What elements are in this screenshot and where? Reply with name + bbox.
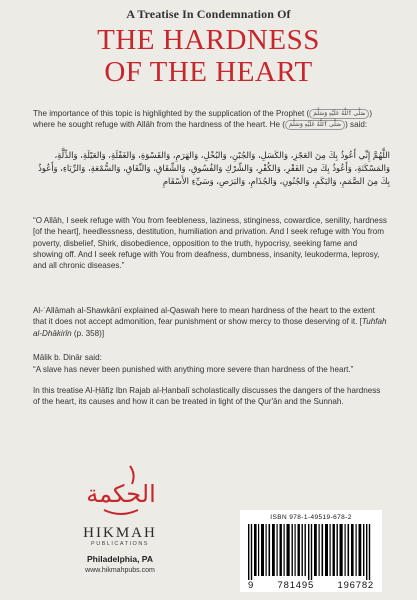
isbn-label: ISBN 978-1-49519-678-2 <box>270 514 352 521</box>
barcode-digit-prefix: 9 <box>248 580 255 591</box>
intro-text-a: The importance of this topic is highlighted by the supplication of the Prophet ( <box>33 109 310 118</box>
arabic-supplication: اللَّهُمَّ إِنِّي أَعُوذُ بِكَ مِنَ العَجْزِ، وَالكَسَلِ، وَالجُبْنِ، وَالبُخْلِ، وَالهَرَمِ، وَالقَسْوَةِ، وَالغَفْلَةِ، وَالعَيْلَةِ، وَالذِّلَّةِ، وَالمَسْكَنَةِ، وَأَعُوذُ بِكَ مِنَ الفَقْرِ، وَالكُفْرِ، وَالشِّرْكِ وَالفُسُوقِ، وَالشِّقَاقِ، وَالنِّفَاقِ، وَالسُّمْعَةِ، وَالرِّيَاءِ، وَأَعُوذُ بِكَ مِنَ الصَّمَمِ، وَالبَكَمِ، وَالجُنُونِ، وَالجُذَامِ، وَالبَرَصِ، وَسَيِّءِ الأَسْقَامِ <box>38 150 390 187</box>
barcode-digit-right: 196782 <box>337 580 374 591</box>
shawkani-text-b: (p. 358)] <box>71 328 105 338</box>
barcode-icon <box>246 524 376 580</box>
honorific-icon: صَلَّى ٱللَّهُ عَلَيْهِ وَسَلَّمَ <box>309 109 369 119</box>
book-subtitle: A Treatise In Condemnation Of <box>126 7 291 21</box>
shawkani-reference: Tuhfah al-Dhākirīn <box>33 317 387 338</box>
barcode-digit-left: 781495 <box>277 580 315 591</box>
logo-arabic-text: الحكمة <box>86 480 156 508</box>
honorific-icon: صَلَّى ٱللَّهُ عَلَيْهِ وَسَلَّمَ <box>285 120 345 130</box>
treatise-summary: In this treatise Al-Ḥāfiẓ Ibn Rajab al-Ḥanbalī scholastically discusses the dangers of the hardness of the heart, its causes and how it can be treated in light of the Qur'ān and the Sunnah. <box>33 386 381 407</box>
intro-text-c: ) said: <box>345 120 368 130</box>
intro-text-b: ) where he sought refuge with Allāh from the hardness of the heart. He ( <box>33 109 373 130</box>
shawkani-paragraph <box>33 305 388 339</box>
publisher-name: HIKMAH <box>83 525 157 541</box>
book-title-line-1: THE HARDNESS <box>97 24 320 56</box>
publisher-city: Philadelphia, PA <box>87 554 153 564</box>
hikmah-logo-icon <box>86 458 156 526</box>
barcode-digits <box>240 580 382 591</box>
isbn-barcode <box>240 510 382 592</box>
publisher-subtitle: PUBLICATIONS <box>91 541 149 547</box>
dinar-quote: “A slave has never been punished with anything more severe than hardness of the heart.” <box>33 365 354 374</box>
publisher-url: www.hikmahpubs.com <box>85 567 155 574</box>
supplication-translation: “O Allāh, I seek refuge with You from feebleness, laziness, stinginess, cowardice, senility, hardness [of the heart], heedlessness, destitution, humiliation and privation. And I seek refuge with You from poverty, disbelief, Shirk, disobedience, opposition to the truth, hypocrisy, seeking fame and showing off. And I seek refuge with You from deafness, dumbness, insanity, leukoderma, leprosy, and all chronic diseases.” <box>33 216 387 271</box>
intro-paragraph <box>33 108 388 131</box>
shawkani-text-a: Al-ʿAllāmah al-Shawkānī explained al-Qaswah here to mean hardness of the heart to the extent that it does not accept admonition, fear punishment or show mercy to those deserving of it. [ <box>33 306 375 327</box>
dinar-attribution: Mālik b. Dinār said: <box>33 353 102 362</box>
book-title-line-2: OF THE HEART <box>104 56 313 88</box>
